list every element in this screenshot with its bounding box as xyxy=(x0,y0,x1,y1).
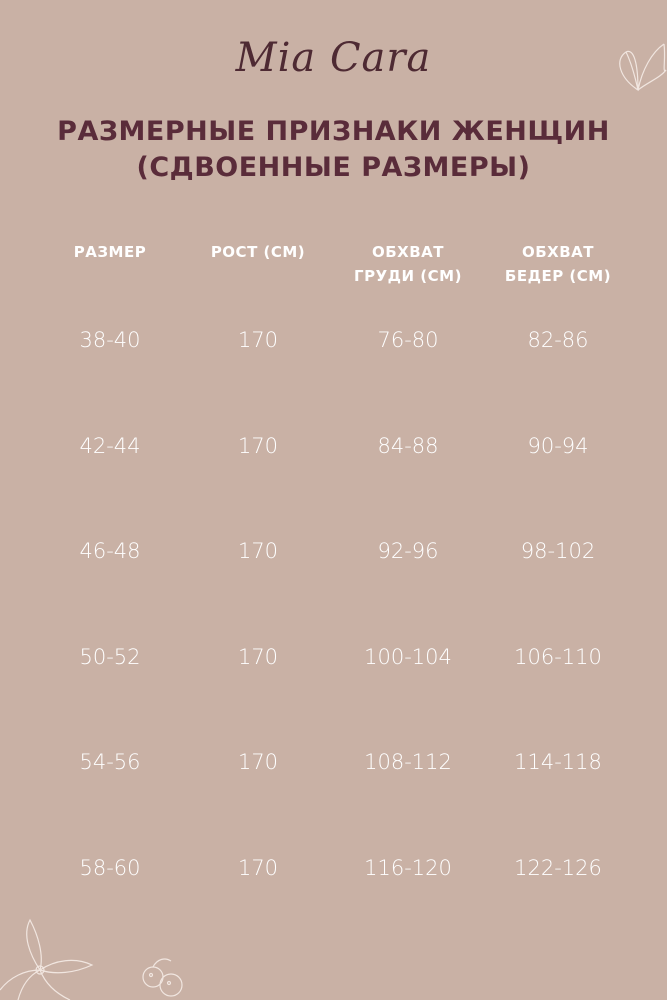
brand-logo: Mia Cara xyxy=(235,35,432,81)
cell-hips: 114-118 xyxy=(514,750,602,774)
cell-chest: 84-88 xyxy=(377,433,439,458)
berries-icon xyxy=(135,955,195,1000)
header-height-label: РОСТ (СМ) xyxy=(210,243,306,261)
page-title-line-1: РАЗМЕРНЫЕ ПРИЗНАКИ ЖЕНЩИН xyxy=(57,116,610,147)
cell-hips: 122-126 xyxy=(514,855,602,880)
table-row xyxy=(0,742,667,782)
table-row xyxy=(0,320,667,360)
table-row xyxy=(0,531,667,571)
cell-hips: 90-94 xyxy=(527,433,589,458)
cell-size: 50-52 xyxy=(79,644,141,669)
cell-height: 170 xyxy=(237,328,279,352)
flower-icon xyxy=(0,915,110,1000)
page-title xyxy=(0,114,667,186)
table-row xyxy=(0,426,667,466)
header-size xyxy=(30,240,190,264)
cell-height: 170 xyxy=(237,750,279,774)
table-header xyxy=(0,240,667,300)
butterfly-icon xyxy=(608,30,667,100)
cell-size: 38-40 xyxy=(79,328,141,352)
cell-height: 170 xyxy=(237,855,279,880)
cell-hips: 82-86 xyxy=(527,328,589,352)
header-hips xyxy=(478,240,638,288)
cell-chest: 116-120 xyxy=(364,855,452,880)
header-chest xyxy=(328,240,488,288)
header-chest-label-2: ГРУДИ (СМ) xyxy=(354,267,462,285)
cell-hips: 98-102 xyxy=(520,539,596,563)
header-height xyxy=(178,240,338,264)
cell-size: 42-44 xyxy=(79,433,141,458)
header-hips-label-2: БЕДЕР (СМ) xyxy=(504,267,612,285)
cell-size: 46-48 xyxy=(79,539,141,563)
cell-hips: 106-110 xyxy=(514,644,602,669)
header-size-label: РАЗМЕР xyxy=(73,243,147,261)
cell-chest: 92-96 xyxy=(377,539,439,563)
cell-size: 58-60 xyxy=(79,855,141,880)
cell-height: 170 xyxy=(237,433,279,458)
cell-chest: 76-80 xyxy=(377,328,439,352)
cell-height: 170 xyxy=(237,539,279,563)
page-title-line-2: (СДВОЕННЫЕ РАЗМЕРЫ) xyxy=(136,152,531,183)
header-chest-label-1: ОБХВАТ xyxy=(371,243,445,261)
cell-size: 54-56 xyxy=(79,750,141,774)
header-hips-label-1: ОБХВАТ xyxy=(521,243,595,261)
cell-chest: 108-112 xyxy=(364,750,452,774)
cell-chest: 100-104 xyxy=(364,644,452,669)
table-row xyxy=(0,637,667,677)
table-row xyxy=(0,848,667,888)
cell-height: 170 xyxy=(237,644,279,669)
